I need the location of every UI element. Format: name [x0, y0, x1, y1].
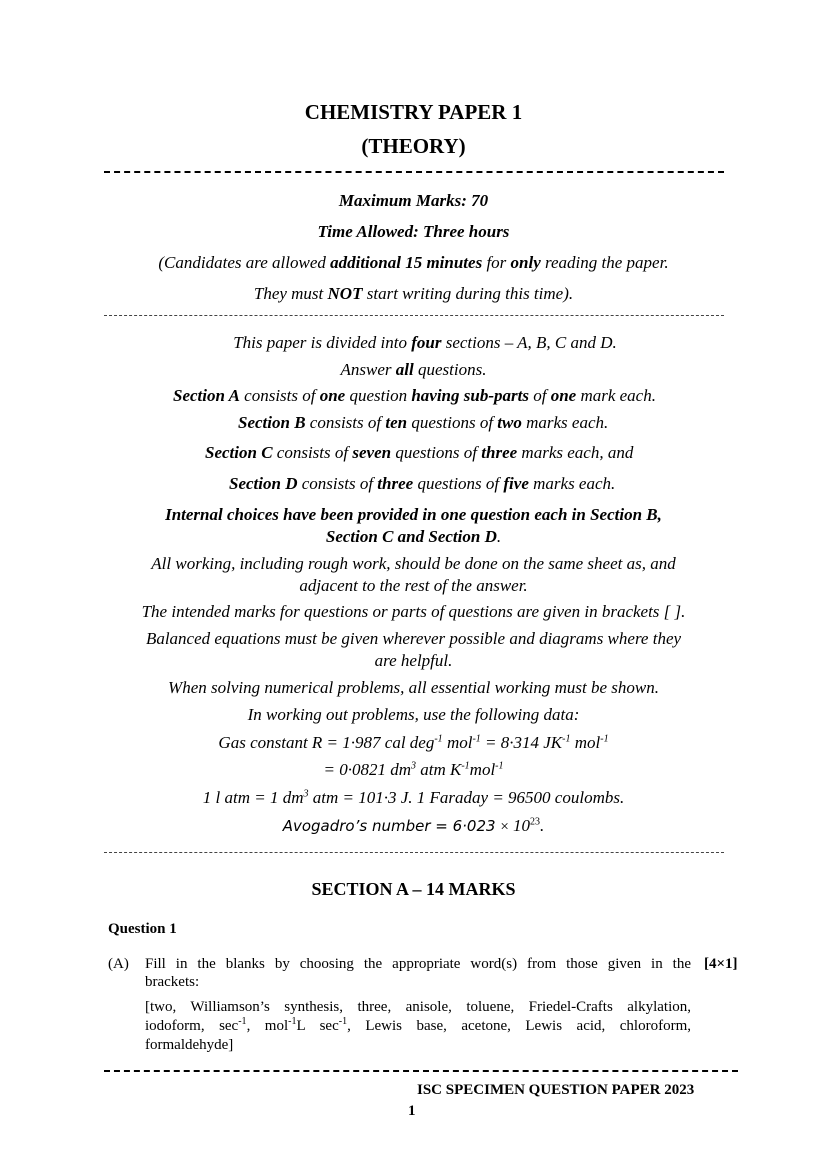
data-intro-line: In working out problems, use the following data:	[247, 705, 580, 724]
balanced-line-2: are helpful.	[374, 651, 453, 670]
gas-constant-line-1: Gas constant R = 1·987 cal deg$^{-1}$ mol$^{-1}$ = 8·314 $JK^{-1}$ mol$^{-1}$	[218, 733, 609, 752]
working-line-2: adjacent to the rest of the answer.	[299, 576, 528, 595]
section-b-line: Section B consists of ten questions of two marks each.	[238, 413, 609, 432]
divider-info	[104, 315, 724, 316]
avogadro-line: Avogadro’s number = $6\cdot 023 \times 10^{23}$.	[282, 816, 545, 835]
divider-top	[104, 171, 724, 173]
section-a-heading: SECTION A – 14 MARKS	[311, 879, 516, 899]
divider-footer	[104, 1070, 738, 1072]
working-line-1: All working, including rough work, should be done on the same sheet as, and	[151, 554, 676, 573]
divider-instructions	[104, 852, 724, 853]
balanced-line-1: Balanced equations must be given wherever possible and diagrams where they	[145, 629, 682, 648]
reading-time-line-1: (Candidates are allowed additional 15 minutes for only reading the paper.	[158, 253, 669, 272]
atm-faraday-line: 1 l atm = 1 $dm^3$ atm = 101·3 J. 1 Faraday = 96500 coulombs.	[202, 788, 625, 807]
footer-paper-name: ISC SPECIMEN QUESTION PAPER 2023	[417, 1082, 695, 1098]
part-a-text-line-2: brackets:	[145, 974, 200, 990]
part-a-label: (A)	[108, 956, 129, 972]
section-d-line: Section D consists of three questions of five marks each.	[229, 474, 616, 493]
paper-subtitle: (THEORY)	[361, 134, 466, 158]
part-a-marks: [4×1]	[704, 956, 738, 972]
marks-brackets-line: The intended marks for questions or parts of questions are given in brackets [ ].	[141, 602, 686, 621]
section-a-line: Section A consists of one question having sub-parts of one mark each.	[173, 386, 656, 405]
section-c-line: Section C consists of seven questions of three marks each, and	[205, 443, 634, 462]
part-a-text-line-1: Fill in the blanks by choosing the appropriate word(s) from those given in the	[145, 956, 691, 972]
time-allowed: Time Allowed: Three hours	[317, 222, 510, 241]
options-line-3: formaldehyde]	[145, 1037, 234, 1053]
options-line-2: iodoform, $\sec^{-1}$, mol$^{-1}$L $\sec^{-1}$, Lewis base, acetone, Lewis acid, chloroform,	[145, 1016, 691, 1034]
numerical-line: When solving numerical problems, all essential working must be shown.	[168, 678, 659, 697]
max-marks: Maximum Marks: 70	[338, 191, 489, 210]
question-1-label: Question 1	[108, 921, 177, 937]
gas-constant-line-2: = 0·0821 $dm^3$ atm $K^{-1}mol^{-1}$	[323, 760, 504, 779]
internal-choice-line-2: Section C and Section D.	[325, 527, 502, 546]
paper-title: CHEMISTRY PAPER 1	[304, 100, 523, 124]
internal-choice-line-1: Internal choices have been provided in one question each in Section B,	[165, 505, 662, 524]
answer-all-line: Answer all questions.	[340, 360, 487, 379]
options-line-1: [two, Williamson’s synthesis, three, anisole, toluene, Friedel-Crafts alkylation,	[145, 999, 691, 1015]
reading-time-line-2: They must NOT start writing during this time).	[253, 284, 574, 303]
divided-line: This paper is divided into four sections – A, B, C and D.	[233, 333, 617, 352]
page-number: 1	[408, 1103, 416, 1119]
